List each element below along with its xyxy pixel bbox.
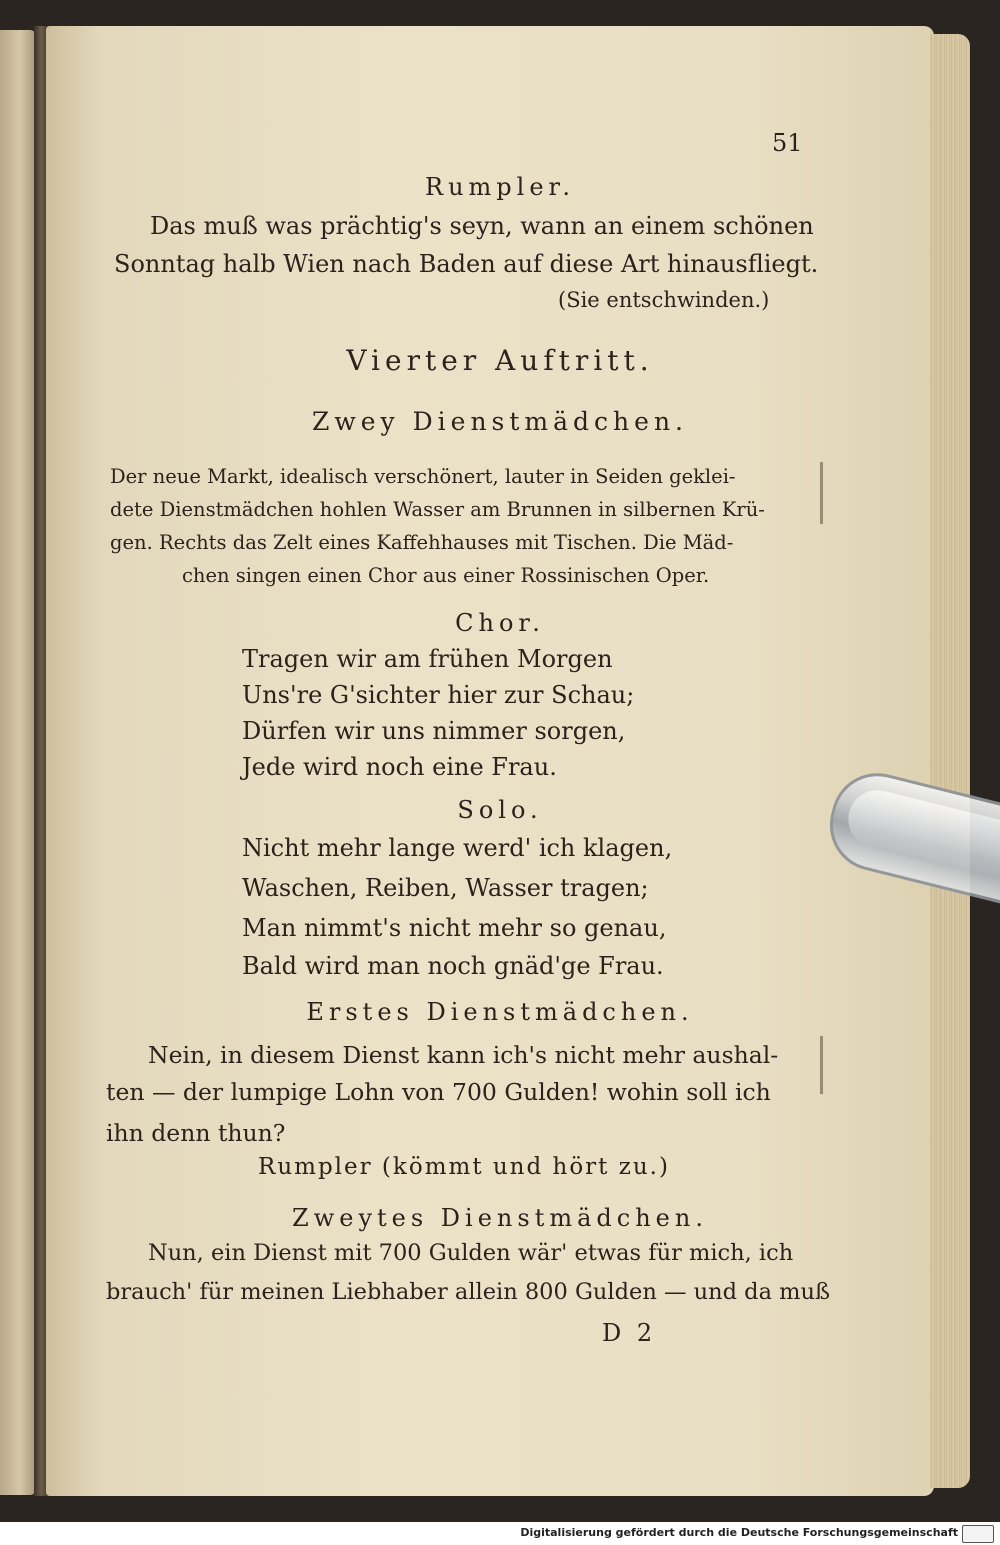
speaker-name: Rumpler (kömmt und hört zu.) [258,1154,670,1180]
song-heading: Chor. [455,609,545,637]
text-line: brauch' für meinen Liebhaber allein 800 Gulden — und da muß [106,1279,830,1305]
text-line: ten — der lumpige Lohn von 700 Gulden! wohin soll ich [106,1078,771,1106]
verse-line: Uns're G'sichter hier zur Schau; [242,681,635,709]
page-number: 51 [772,129,803,157]
speaker-name: Rumpler. [425,173,575,201]
footer-bar [0,1522,1000,1545]
scene-heading: Vierter Auftritt. [346,344,654,377]
margin-mark [820,1036,823,1094]
character-list: Zwey Dienstmädchen. [311,407,688,436]
verse-line: Jede wird noch eine Frau. [242,753,557,781]
margin-mark [820,462,823,524]
verse-line: Bald wird man noch gnäd'ge Frau. [242,952,664,980]
stage-direction-line: chen singen einen Chor aus einer Rossinischen Oper. [182,564,710,587]
text-line: ihn denn thun? [106,1119,286,1147]
signature-mark: D 2 [602,1319,657,1347]
stage-direction: (Sie entschwinden.) [558,288,770,312]
verse-line: Dürfen wir uns nimmer sorgen, [242,717,626,745]
text-line: Nun, ein Dienst mit 700 Gulden wär' etwas für mich, ich [148,1240,794,1266]
speaker-name: Zweytes Dienstmädchen. [292,1204,708,1232]
verse-line: Waschen, Reiben, Wasser tragen; [242,874,649,902]
stage-direction-line: Der neue Markt, idealisch verschönert, lauter in Seiden geklei- [110,465,736,488]
speaker-name: Erstes Dienstmädchen. [306,998,694,1026]
stage-direction-line: dete Dienstmädchen hohlen Wasser am Brunnen in silbernen Krü- [110,498,765,521]
dfg-logo [962,1525,994,1543]
verse-line: Man nimmt's nicht mehr so genau, [242,914,667,942]
song-heading: Solo. [457,796,543,824]
stage-direction-line: gen. Rechts das Zelt eines Kaffehhauses mit Tischen. Die Mäd- [110,531,734,554]
text-line: Sonntag halb Wien nach Baden auf diese Art hinausfliegt. [114,250,819,278]
page-clip-highlight [842,784,1000,881]
verse-line: Nicht mehr lange werd' ich klagen, [242,834,673,862]
funding-credit: Digitalisierung gefördert durch die Deutsche Forschungsgemeinschaft [520,1526,958,1539]
text-line: Nein, in diesem Dienst kann ich's nicht mehr aushal- [148,1041,779,1069]
verse-line: Tragen wir am frühen Morgen [242,645,613,673]
text-line: Das muß was prächtig's seyn, wann an einem schönen [150,212,814,240]
